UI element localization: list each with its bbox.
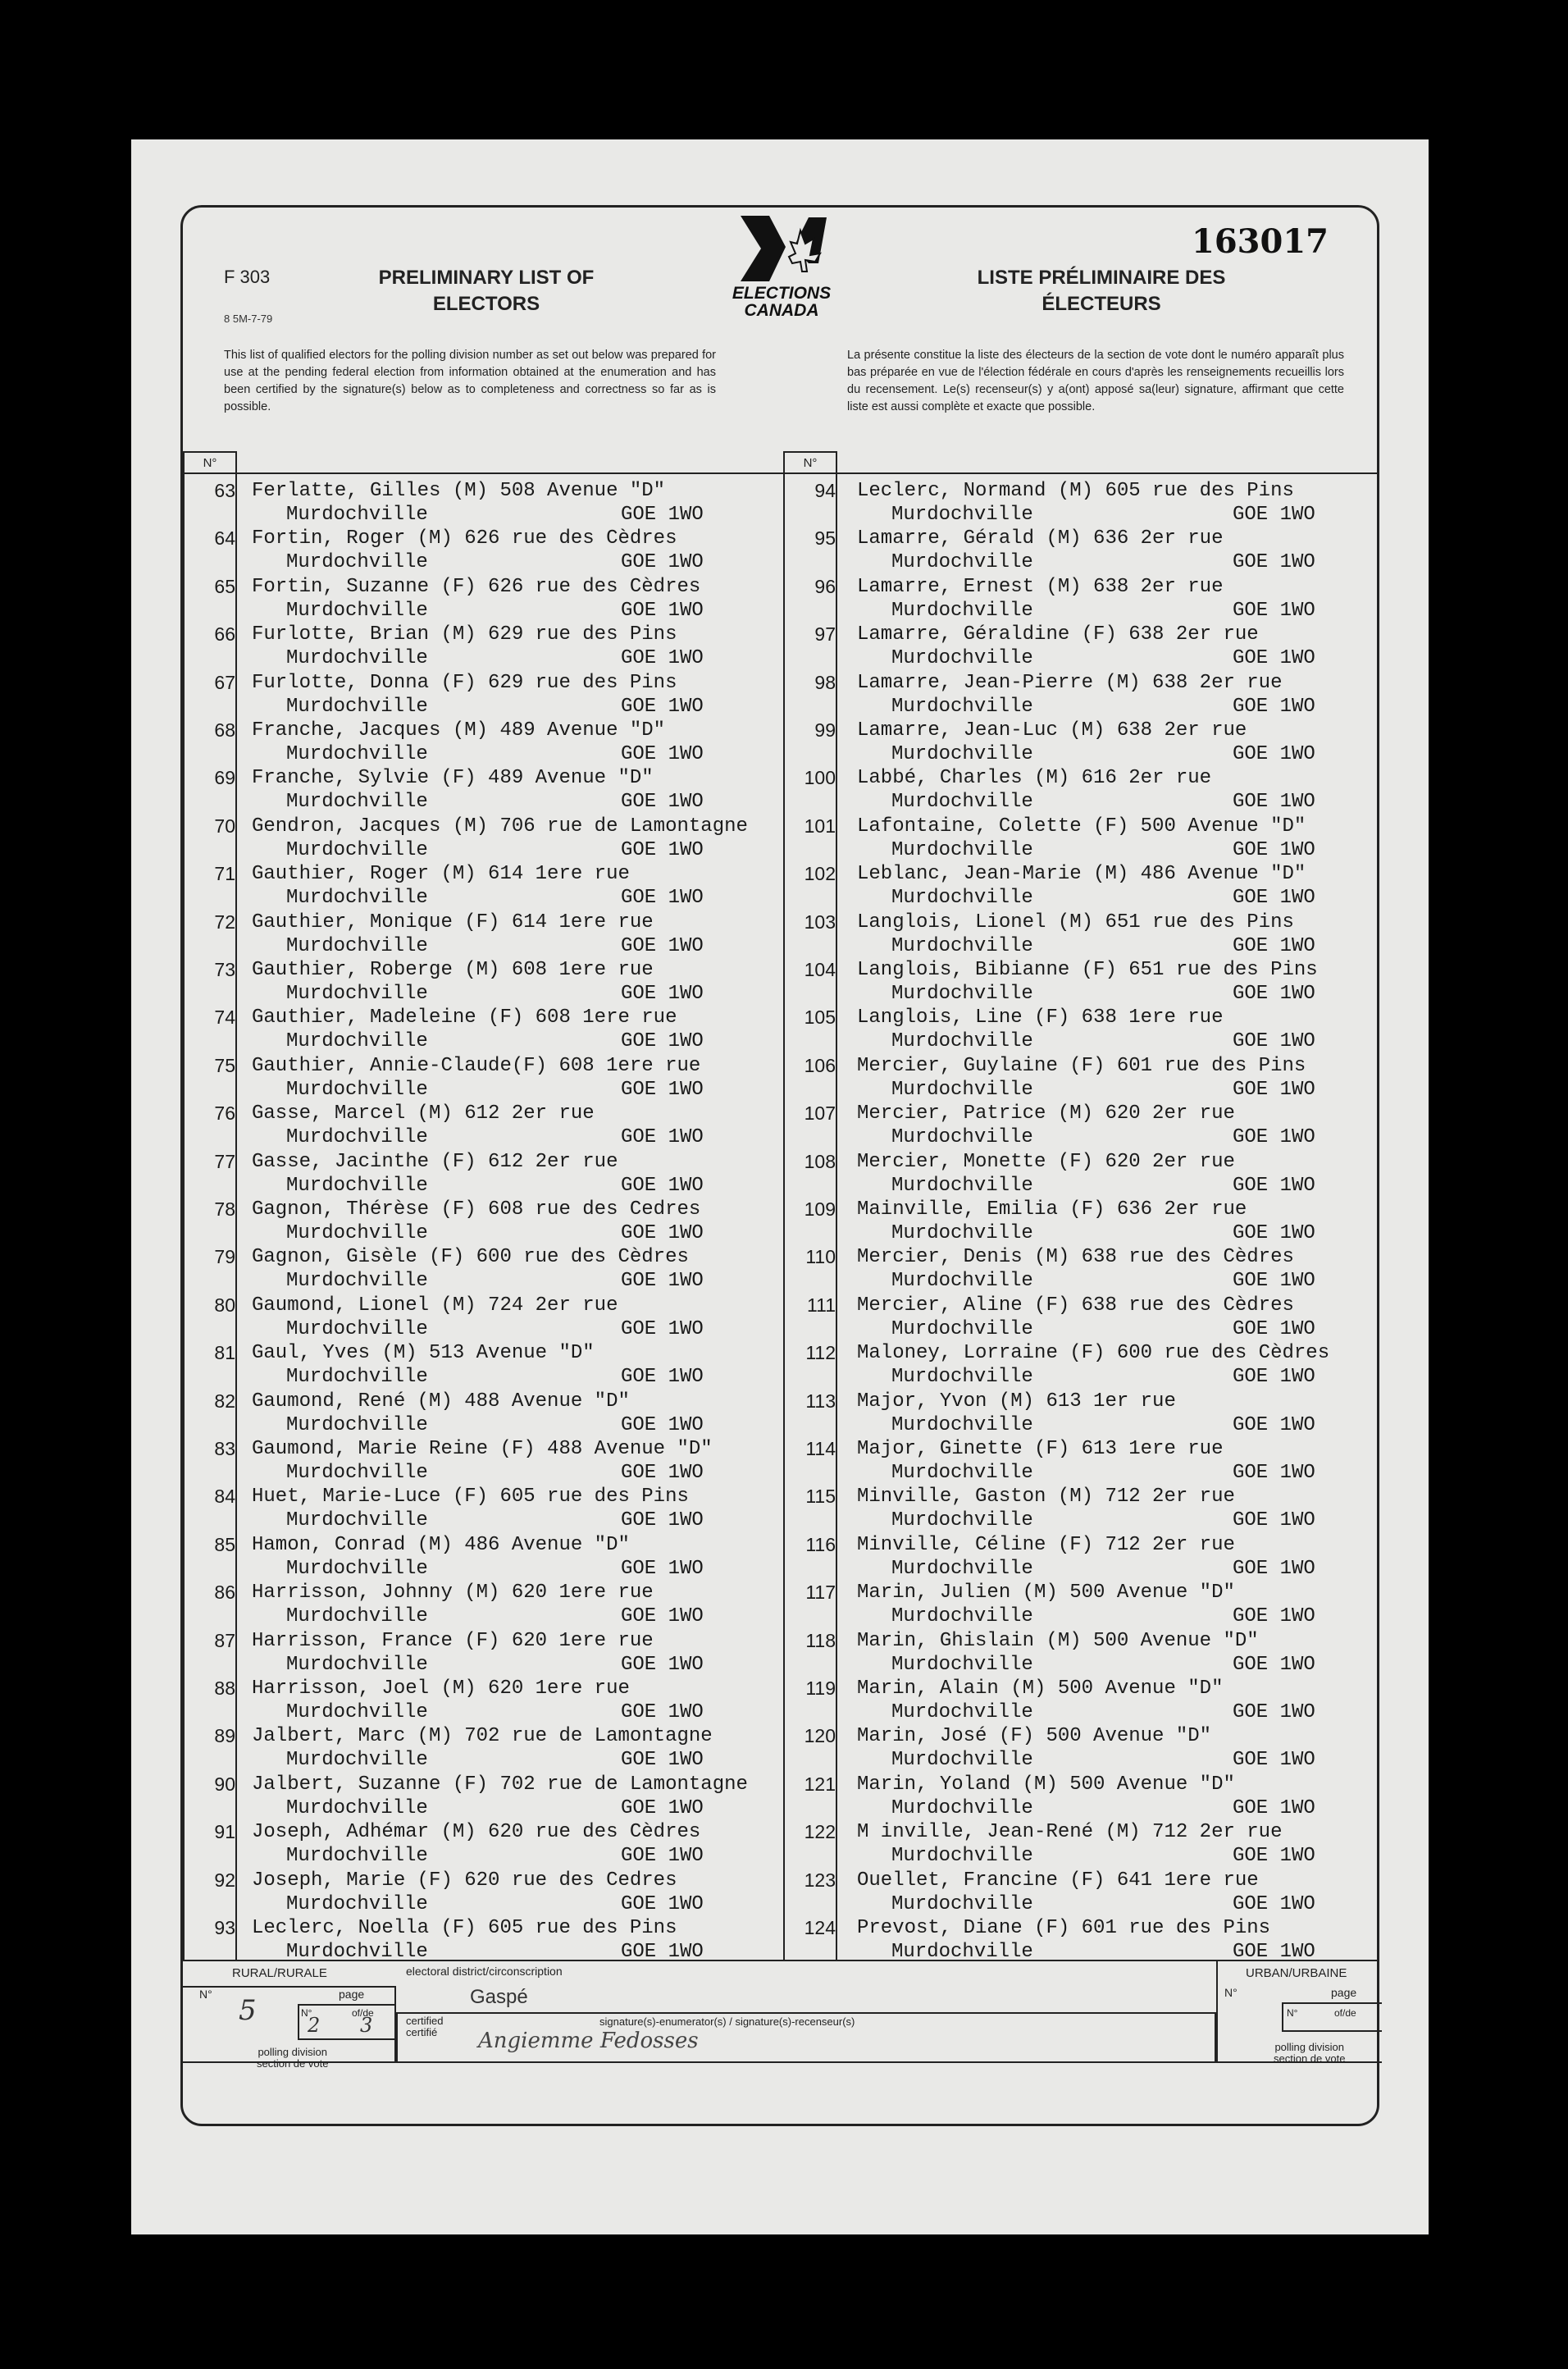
urban-no-label: N° — [1224, 1986, 1238, 1999]
elector-number: 79 — [214, 1246, 235, 1268]
elector-postal-code: GOE 1WO — [1233, 1701, 1315, 1723]
elector-postal-code: GOE 1WO — [621, 1845, 704, 1868]
elector-number: 110 — [805, 1246, 836, 1268]
urban-page-label: page — [1331, 1986, 1357, 1999]
form-frame — [180, 205, 1379, 2126]
elector-number: 68 — [214, 719, 235, 741]
elector-postal-code: GOE 1WO — [621, 1701, 704, 1723]
elector-locality: Murdochville — [891, 1317, 1033, 1340]
elector-postal-code: GOE 1WO — [1233, 1509, 1315, 1532]
title-english — [330, 265, 642, 317]
elector-number: 70 — [214, 815, 235, 837]
elector-postal-code: GOE 1WO — [1233, 504, 1315, 526]
elector-postal-code: GOE 1WO — [621, 887, 704, 910]
elector-locality: Murdochville — [286, 1366, 428, 1389]
elector-number: 76 — [214, 1102, 235, 1125]
elector-number: 95 — [814, 527, 836, 550]
elector-number: 69 — [214, 767, 235, 789]
elector-name-address: Lafontaine, Colette (F) 500 Avenue "D" — [857, 815, 1306, 838]
elector-name-address: Gaumond, René (M) 488 Avenue "D" — [252, 1390, 630, 1413]
elector-number: 104 — [804, 959, 836, 980]
elector-number: 120 — [804, 1725, 836, 1747]
elector-locality: Murdochville — [891, 743, 1033, 765]
elector-name-address: Gauthier, Monique (F) 614 1ere rue — [252, 911, 654, 933]
elector-postal-code: GOE 1WO — [1233, 551, 1315, 574]
elector-name-address: Leclerc, Noella (F) 605 rue des Pins — [252, 1917, 677, 1939]
rural-label: RURAL/RURALE — [232, 1966, 327, 1980]
certified-fr: certifié — [406, 2026, 438, 2038]
elector-locality: Murdochville — [286, 599, 428, 622]
rural-no-value: 5 — [239, 1994, 257, 2027]
elector-name-address: Harrisson, Johnny (M) 620 1ere rue — [252, 1582, 654, 1604]
elector-postal-code: GOE 1WO — [621, 1796, 704, 1819]
elector-number: 106 — [804, 1054, 836, 1076]
certified-label — [406, 2015, 444, 2038]
elector-locality: Murdochville — [286, 1892, 428, 1915]
elector-locality: Murdochville — [286, 1317, 428, 1340]
elector-postal-code: GOE 1WO — [1233, 983, 1315, 1005]
elector-name-address: Mercier, Denis (M) 638 rue des Cèdres — [857, 1246, 1294, 1269]
elector-postal-code: GOE 1WO — [621, 1749, 704, 1772]
elector-locality: Murdochville — [891, 1462, 1033, 1484]
elector-locality: Murdochville — [286, 695, 428, 718]
elector-locality: Murdochville — [286, 983, 428, 1005]
elector-number: 99 — [814, 719, 836, 741]
elector-name-address: Marin, Yoland (M) 500 Avenue "D" — [857, 1773, 1235, 1796]
elector-number: 108 — [804, 1150, 836, 1172]
elector-name-address: Furlotte, Donna (F) 629 rue des Pins — [252, 671, 677, 694]
elector-number: 116 — [805, 1533, 836, 1555]
elector-locality: Murdochville — [286, 1126, 428, 1149]
elector-postal-code: GOE 1WO — [1233, 791, 1315, 814]
elector-locality: Murdochville — [891, 1845, 1033, 1868]
elections-canada-logo — [704, 214, 859, 337]
elector-postal-code: GOE 1WO — [621, 551, 704, 574]
elector-locality: Murdochville — [286, 1174, 428, 1197]
elector-locality: Murdochville — [286, 743, 428, 765]
elector-name-address: Lamarre, Géraldine (F) 638 2er rue — [857, 623, 1259, 646]
elector-locality: Murdochville — [286, 934, 428, 957]
elector-number: 75 — [214, 1054, 235, 1076]
elector-locality: Murdochville — [286, 1557, 428, 1580]
elector-postal-code: GOE 1WO — [1233, 1845, 1315, 1868]
elector-name-address: Gauthier, Roger (M) 614 1ere rue — [252, 863, 630, 886]
elector-locality: Murdochville — [286, 1509, 428, 1532]
elector-name-address: Prevost, Diane (F) 601 rue des Pins — [857, 1917, 1271, 1939]
elector-locality: Murdochville — [891, 1605, 1033, 1628]
elector-locality: Murdochville — [891, 1366, 1033, 1389]
elector-number: 72 — [214, 911, 235, 933]
elector-locality: Murdochville — [891, 599, 1033, 622]
elector-name-address: Gagnon, Thérèse (F) 608 rue des Cedres — [252, 1198, 701, 1221]
elector-locality: Murdochville — [286, 1413, 428, 1436]
elector-number: 86 — [214, 1582, 235, 1604]
page-of-label: of/de — [352, 2007, 374, 2019]
signature-label: signature(s)-enumerator(s) / signature(s)-recenseur(s) — [599, 2015, 855, 2028]
elector-number: 78 — [214, 1198, 235, 1220]
elector-locality: Murdochville — [286, 1796, 428, 1819]
elector-postal-code: GOE 1WO — [621, 1413, 704, 1436]
elector-name-address: Gauthier, Madeleine (F) 608 1ere rue — [252, 1006, 677, 1029]
elector-number: 124 — [804, 1917, 836, 1938]
elector-postal-code: GOE 1WO — [621, 934, 704, 957]
elector-postal-code: GOE 1WO — [1233, 1749, 1315, 1772]
elector-number: 67 — [214, 671, 235, 693]
elector-postal-code: GOE 1WO — [621, 743, 704, 765]
elector-postal-code: GOE 1WO — [1233, 1078, 1315, 1101]
elector-number: 90 — [214, 1773, 235, 1795]
elector-name-address: Marin, Ghislain (M) 500 Avenue "D" — [857, 1629, 1259, 1652]
elector-name-address: Franche, Sylvie (F) 489 Avenue "D" — [252, 767, 654, 790]
elector-name-address: Leclerc, Normand (M) 605 rue des Pins — [857, 480, 1294, 502]
elector-postal-code: GOE 1WO — [621, 647, 704, 670]
elector-number: 65 — [214, 575, 235, 597]
elector-number: 114 — [805, 1438, 836, 1459]
elector-locality: Murdochville — [891, 1796, 1033, 1819]
elector-locality: Murdochville — [286, 551, 428, 574]
elector-postal-code: GOE 1WO — [621, 1509, 704, 1532]
elector-name-address: Hamon, Conrad (M) 486 Avenue "D" — [252, 1533, 630, 1556]
elector-locality: Murdochville — [891, 791, 1033, 814]
elector-number: 111 — [807, 1294, 836, 1316]
elector-number: 81 — [214, 1342, 235, 1364]
document-page — [131, 139, 1429, 2234]
elector-number: 77 — [214, 1150, 235, 1172]
elector-number: 88 — [214, 1677, 235, 1699]
elector-locality: Murdochville — [891, 1557, 1033, 1580]
elector-postal-code: GOE 1WO — [1233, 647, 1315, 670]
elector-name-address: Fortin, Suzanne (F) 626 rue des Cèdres — [252, 575, 701, 598]
elector-number: 119 — [805, 1677, 836, 1699]
elector-postal-code: GOE 1WO — [1233, 1796, 1315, 1819]
elector-number: 84 — [214, 1486, 235, 1508]
intro-english: This list of qualified electors for the polling division number as set out below was prepared for use at the pending federal election from information obtained at the enumeration and has been certified by the signature(s) below as to completeness and correctness so far as is possible. — [224, 349, 716, 413]
elector-name-address: Joseph, Marie (F) 620 rue des Cedres — [252, 1869, 677, 1892]
elector-name-address: Lamarre, Jean-Luc (M) 638 2er rue — [857, 719, 1247, 742]
elector-locality: Murdochville — [891, 504, 1033, 526]
elector-name-address: Labbé, Charles (M) 616 2er rue — [857, 767, 1212, 790]
elector-locality: Murdochville — [891, 1941, 1033, 1963]
elector-locality: Murdochville — [891, 1174, 1033, 1197]
elector-number: 100 — [804, 767, 836, 789]
elector-number: 121 — [804, 1773, 836, 1795]
elector-postal-code: GOE 1WO — [621, 504, 704, 526]
elector-number: 109 — [804, 1198, 836, 1220]
logo-text — [704, 285, 859, 319]
rural-polling-en: polling division — [258, 2046, 327, 2058]
elector-number: 83 — [214, 1438, 235, 1459]
elector-name-address: Fortin, Roger (M) 626 rue des Cèdres — [252, 527, 677, 550]
elector-number: 122 — [804, 1821, 836, 1843]
elector-locality: Murdochville — [286, 1462, 428, 1484]
elector-postal-code: GOE 1WO — [1233, 1270, 1315, 1293]
rural-polling-label — [257, 2047, 328, 2070]
elector-locality: Murdochville — [286, 1653, 428, 1676]
intro-french: La présente constitue la liste des électeurs de la section de vote dont le numéro apparaît plus bas préparée en vue de l'élection fédérale en cours d'après les renseignements recueillis lors du recensement. Le(s) recenseur(s) y a(ont) apposé sa(leur) signature, affirmant que cette liste est aussi complète et exacte que possible. — [847, 349, 1344, 413]
enumerator-signature: Angiemme Fedosses — [478, 2029, 699, 2053]
elector-number: 92 — [214, 1869, 235, 1891]
elector-postal-code: GOE 1WO — [1233, 838, 1315, 861]
elector-postal-code: GOE 1WO — [621, 1126, 704, 1149]
elector-name-address: Harrisson, Joel (M) 620 1ere rue — [252, 1677, 630, 1700]
elector-name-address: Gaumond, Lionel (M) 724 2er rue — [252, 1294, 618, 1317]
logo-line1: ELECTIONS — [732, 284, 832, 303]
rural-polling-fr: section de vote — [257, 2057, 329, 2070]
elector-locality: Murdochville — [891, 1270, 1033, 1293]
elector-number: 63 — [214, 480, 235, 501]
elector-locality: Murdochville — [286, 1030, 428, 1053]
elector-number: 102 — [804, 863, 836, 885]
elector-number: 101 — [804, 815, 836, 837]
elector-locality: Murdochville — [286, 1078, 428, 1101]
elector-name-address: Lamarre, Gérald (M) 636 2er rue — [857, 527, 1224, 550]
title-fr-line1: LISTE PRÉLIMINAIRE DES — [977, 267, 1226, 289]
elector-locality: Murdochville — [891, 887, 1033, 910]
elector-postal-code: GOE 1WO — [1233, 1605, 1315, 1628]
elector-postal-code: GOE 1WO — [1233, 599, 1315, 622]
elector-postal-code: GOE 1WO — [1233, 1126, 1315, 1149]
elector-postal-code: GOE 1WO — [1233, 743, 1315, 765]
elector-postal-code: GOE 1WO — [621, 1892, 704, 1915]
elector-locality: Murdochville — [891, 1030, 1033, 1053]
elector-name-address: Gaul, Yves (M) 513 Avenue "D" — [252, 1342, 595, 1365]
list-top-rule — [183, 472, 1377, 474]
elector-postal-code: GOE 1WO — [1233, 1030, 1315, 1053]
elector-locality: Murdochville — [286, 791, 428, 814]
elector-number: 89 — [214, 1725, 235, 1747]
elector-locality: Murdochville — [891, 983, 1033, 1005]
rural-no-label: N° — [199, 1988, 212, 2001]
elector-locality: Murdochville — [286, 1270, 428, 1293]
form-date: 8 5M-7-79 — [224, 313, 273, 325]
form-footer — [183, 1960, 1377, 2081]
elector-locality: Murdochville — [286, 1845, 428, 1868]
elector-locality: Murdochville — [891, 1222, 1033, 1244]
elector-name-address: Gendron, Jacques (M) 706 rue de Lamontagne — [252, 815, 748, 838]
elector-name-address: Gauthier, Annie-Claude(F) 608 1ere rue — [252, 1054, 701, 1077]
elector-locality: Murdochville — [286, 647, 428, 670]
title-fr-line2: ÉLECTEURS — [1042, 293, 1161, 315]
elector-name-address: Franche, Jacques (M) 489 Avenue "D" — [252, 719, 666, 742]
elector-name-address: Ouellet, Francine (F) 641 1ere rue — [857, 1869, 1259, 1892]
elector-name-address: Lamarre, Ernest (M) 638 2er rue — [857, 575, 1224, 598]
elector-postal-code: GOE 1WO — [621, 599, 704, 622]
elector-number: 97 — [814, 623, 836, 646]
elector-name-address: Gaumond, Marie Reine (F) 488 Avenue "D" — [252, 1438, 713, 1460]
elector-postal-code: GOE 1WO — [621, 838, 704, 861]
district-value: Gaspé — [470, 1986, 528, 2008]
elector-name-address: Langlois, Line (F) 638 1ere rue — [857, 1006, 1224, 1029]
elector-postal-code: GOE 1WO — [621, 1078, 704, 1101]
elector-number: 91 — [214, 1821, 235, 1843]
form-header — [183, 208, 1377, 454]
elector-number: 103 — [804, 911, 836, 933]
elector-number: 73 — [214, 959, 235, 980]
elector-locality: Murdochville — [891, 1653, 1033, 1676]
elector-locality: Murdochville — [286, 1222, 428, 1244]
elector-number: 118 — [805, 1629, 836, 1651]
elector-name-address: Mercier, Monette (F) 620 2er rue — [857, 1150, 1235, 1173]
elector-postal-code: GOE 1WO — [1233, 1317, 1315, 1340]
elector-postal-code: GOE 1WO — [1233, 887, 1315, 910]
elector-postal-code: GOE 1WO — [621, 1030, 704, 1053]
elector-name-address: Maloney, Lorraine (F) 600 rue des Cèdres — [857, 1342, 1330, 1365]
logo-line2: CANADA — [744, 301, 819, 320]
elector-locality: Murdochville — [891, 1413, 1033, 1436]
page-no-value: 2 — [308, 2014, 321, 2037]
elector-name-address: Ferlatte, Gilles (M) 508 Avenue "D" — [252, 480, 666, 502]
elector-postal-code: GOE 1WO — [621, 1605, 704, 1628]
elector-name-address: Marin, Alain (M) 500 Avenue "D" — [857, 1677, 1224, 1700]
elector-postal-code: GOE 1WO — [621, 695, 704, 718]
form-code: F 303 — [224, 267, 271, 287]
elector-postal-code: GOE 1WO — [1233, 1462, 1315, 1484]
elector-name-address: Jalbert, Marc (M) 702 rue de Lamontagne — [252, 1725, 713, 1748]
elector-number: 71 — [214, 863, 235, 885]
urban-page-no-label: N° — [1287, 2007, 1298, 2019]
elector-postal-code: GOE 1WO — [621, 1557, 704, 1580]
elector-number: 113 — [805, 1390, 836, 1412]
elector-number: 74 — [214, 1006, 235, 1029]
elector-locality: Murdochville — [286, 887, 428, 910]
elector-name-address: Lamarre, Jean-Pierre (M) 638 2er rue — [857, 671, 1283, 694]
elector-name-address: Huet, Marie-Luce (F) 605 rue des Pins — [252, 1486, 689, 1509]
elector-name-address: Marin, José (F) 500 Avenue "D" — [857, 1725, 1212, 1748]
elector-number: 82 — [214, 1390, 235, 1412]
elector-locality: Murdochville — [286, 838, 428, 861]
elector-postal-code: GOE 1WO — [621, 1222, 704, 1244]
number-column-header-right: N° — [783, 451, 837, 474]
elector-postal-code: GOE 1WO — [621, 1174, 704, 1197]
elector-postal-code: GOE 1WO — [621, 1941, 704, 1963]
elector-number: 105 — [804, 1006, 836, 1029]
elector-locality: Murdochville — [286, 1605, 428, 1628]
elector-postal-code: GOE 1WO — [621, 1317, 704, 1340]
elector-number: 107 — [804, 1102, 836, 1125]
elector-locality: Murdochville — [891, 1509, 1033, 1532]
elector-number: 94 — [814, 480, 836, 501]
elector-name-address: Harrisson, France (F) 620 1ere rue — [252, 1629, 654, 1652]
elector-name-address: Langlois, Lionel (M) 651 rue des Pins — [857, 911, 1294, 933]
page-label: page — [339, 1988, 365, 2001]
urban-polling-label — [1274, 2042, 1345, 2065]
elector-locality: Murdochville — [891, 1126, 1033, 1149]
elector-name-address: Marin, Julien (M) 500 Avenue "D" — [857, 1582, 1235, 1604]
elector-locality: Murdochville — [286, 1941, 428, 1963]
elector-name-address: Gauthier, Roberge (M) 608 1ere rue — [252, 959, 654, 981]
elector-number: 117 — [805, 1582, 836, 1604]
elector-name-address: Gagnon, Gisèle (F) 600 rue des Cèdres — [252, 1246, 689, 1269]
elector-locality: Murdochville — [891, 1078, 1033, 1101]
elector-locality: Murdochville — [286, 1749, 428, 1772]
elector-postal-code: GOE 1WO — [1233, 1413, 1315, 1436]
elector-number: 93 — [214, 1917, 235, 1938]
elector-postal-code: GOE 1WO — [1233, 934, 1315, 957]
elector-number: 96 — [814, 575, 836, 597]
elector-name-address: Langlois, Bibianne (F) 651 rue des Pins — [857, 959, 1318, 981]
elector-name-address: Mercier, Aline (F) 638 rue des Cèdres — [857, 1294, 1294, 1317]
elector-number: 85 — [214, 1533, 235, 1555]
title-en-line1: PRELIMINARY LIST OF — [378, 267, 595, 289]
elector-name-address: Mercier, Guylaine (F) 601 rue des Pins — [857, 1054, 1306, 1077]
elector-locality: Murdochville — [891, 1749, 1033, 1772]
elector-postal-code: GOE 1WO — [621, 791, 704, 814]
elector-name-address: Minville, Céline (F) 712 2er rue — [857, 1533, 1235, 1556]
elector-postal-code: GOE 1WO — [1233, 695, 1315, 718]
elector-postal-code: GOE 1WO — [621, 1270, 704, 1293]
maple-leaf-x-icon — [704, 214, 859, 288]
elector-name-address: Gasse, Jacinthe (F) 612 2er rue — [252, 1150, 618, 1173]
elector-number: 87 — [214, 1629, 235, 1651]
elector-number: 123 — [804, 1869, 836, 1891]
elector-name-address: Leblanc, Jean-Marie (M) 486 Avenue "D" — [857, 863, 1306, 886]
certified-en: certified — [406, 2015, 444, 2027]
elector-postal-code: GOE 1WO — [1233, 1222, 1315, 1244]
serial-number: 163017 — [1192, 222, 1329, 261]
elector-name-address: Mercier, Patrice (M) 620 2er rue — [857, 1102, 1235, 1125]
elector-number: 80 — [214, 1294, 235, 1316]
elector-name-address: Gasse, Marcel (M) 612 2er rue — [252, 1102, 595, 1125]
elector-locality: Murdochville — [891, 1892, 1033, 1915]
elector-postal-code: GOE 1WO — [1233, 1174, 1315, 1197]
elector-name-address: Jalbert, Suzanne (F) 702 rue de Lamontagne — [252, 1773, 748, 1796]
elector-locality: Murdochville — [891, 838, 1033, 861]
urban-label: URBAN/URBAINE — [1246, 1966, 1347, 1980]
elector-number: 64 — [214, 527, 235, 550]
elector-locality: Murdochville — [891, 695, 1033, 718]
urban-polling-fr: section de vote — [1274, 2052, 1346, 2065]
elector-locality: Murdochville — [286, 504, 428, 526]
elector-name-address: Furlotte, Brian (M) 629 rue des Pins — [252, 623, 677, 646]
urban-polling-en: polling division — [1274, 2041, 1344, 2053]
elector-locality: Murdochville — [891, 551, 1033, 574]
title-en-line2: ELECTORS — [432, 293, 540, 315]
elector-postal-code: GOE 1WO — [621, 1462, 704, 1484]
elector-postal-code: GOE 1WO — [621, 983, 704, 1005]
number-column-header-left: N° — [183, 451, 237, 474]
elector-number: 115 — [805, 1486, 836, 1508]
elector-name-address: M inville, Jean-René (M) 712 2er rue — [857, 1821, 1283, 1844]
urban-page-of-label: of/de — [1334, 2007, 1356, 2019]
elector-locality: Murdochville — [891, 647, 1033, 670]
elector-name-address: Mainville, Emilia (F) 636 2er rue — [857, 1198, 1247, 1221]
elector-postal-code: GOE 1WO — [621, 1653, 704, 1676]
elector-name-address: Joseph, Adhémar (M) 620 rue des Cèdres — [252, 1821, 701, 1844]
elector-number: 98 — [814, 671, 836, 693]
elector-number: 112 — [805, 1342, 836, 1364]
district-label: electoral district/circonscription — [406, 1965, 563, 1978]
elector-postal-code: GOE 1WO — [1233, 1892, 1315, 1915]
elector-name-address: Major, Ginette (F) 613 1ere rue — [857, 1438, 1224, 1460]
page-no-label: N° — [301, 2007, 312, 2019]
title-french — [937, 265, 1265, 317]
elector-number: 66 — [214, 623, 235, 646]
elector-postal-code: GOE 1WO — [1233, 1941, 1315, 1963]
elector-name-address: Major, Yvon (M) 613 1er rue — [857, 1390, 1176, 1413]
elector-postal-code: GOE 1WO — [1233, 1557, 1315, 1580]
elector-postal-code: GOE 1WO — [621, 1366, 704, 1389]
elector-postal-code: GOE 1WO — [1233, 1653, 1315, 1676]
elector-locality: Murdochville — [891, 934, 1033, 957]
elector-name-address: Minville, Gaston (M) 712 2er rue — [857, 1486, 1235, 1509]
elector-postal-code: GOE 1WO — [1233, 1366, 1315, 1389]
elector-locality: Murdochville — [891, 1701, 1033, 1723]
page-of-value: 3 — [360, 2014, 373, 2037]
elector-locality: Murdochville — [286, 1701, 428, 1723]
